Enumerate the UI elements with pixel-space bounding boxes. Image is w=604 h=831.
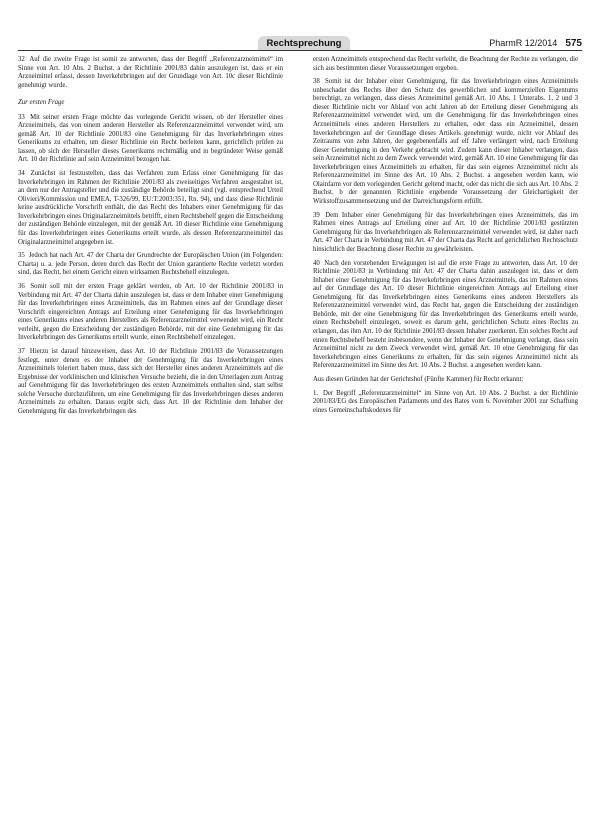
paragraph-38	[313, 78, 578, 206]
paragraph-text: Auf die zweite Frage ist somit zu antworten, dass der Begriff „Referenzarzneimittel“ im Sinne von Art. 10 Abs. 2 Buchst. a der Richtlinie 2001/83 dahin auszulegen ist, dass er ein Arzneimittel erfasst, dessen Inverkehrbringen auf der Grundlage von Art. 10c dieser Richtlinie genehmigt wurde.	[18, 56, 283, 89]
paragraph-32	[18, 56, 283, 90]
header-rule	[18, 50, 582, 51]
paragraph-text: Nach den vorstehenden Erwägungen ist auf die erste Frage zu antworten, dass Art. 10 der Richtlinie 2001/83 in Verbindung mit Art. 47 der Charta dahin auszulegen ist, dass er dem Inhaber einer Genehmigung für das Inverkehrbringen eines Arzneimittels, das im Rahmen eines auf der Grundlage des Art. 10 dieser Richtlinie eingereichten Antrags auf Erteilung einer Genehmigung für das Inverkehrbringen eines Generikums eines anderen Herstellers als Referenzarzneimittel verwendet wird, das Recht hat, gegen die Entscheidung der zuständigen Behörde, mit der eine Genehmigung für das Inverkehrbringen des Generikums erteilt wurde, einen Rechtsbehelf einzulegen, soweit es darum geht, gerichtlichen Schutz eines Rechts zu erlangen, das ihm Art. 10 der Richtlinie 2001/83 dessen Inhaber zuerkennt. Ein solches Recht auf einen Rechtsbehelf besteht insbesondere, wenn der Inhaber der Genehmigung verlangt, dass sein Arzneimittel nicht zu dem Zweck verwendet wird, gemäß Art. 10 eine Genehmigung für das Inverkehrbringen eines Generikums zu erhalten, für das sein eigenes Arzneimittel nicht als Referenzarzneimittel im Sinne des Art. 10 Abs. 2 Buchst. a angesehen werden kann.	[313, 259, 578, 370]
page-header	[489, 36, 582, 50]
paragraph-text: Somit ist der Inhaber einer Genehmigung, für das Inverkehrbringen eines Arzneimittels unbeschadet des Rechts über den Schutz des gewerblichen und kommerziellen Eigentums berechtigt, zu verlangen, dass dieses Arzneimittel gemäß Art. 10 Abs. 1 Unterabs. 1, 2 und 3 dieser Richtlinie nicht vor Ablauf von acht Jahren ab der Erteilung dieser Genehmigung als Referenzarzneimittel verwendet wird, um die Genehmigung für das Inverkehrbringen eines Arzneimittels eines anderen Herstellers zu erhalten, oder dass ein Arzneimittel, dessen Inverkehrbringen auf der Grundlage dieses Artikels genehmigt wurde, nicht vor Ablauf des Zeitraums von zehn Jahren, der gegebenenfalls auf elf Jahre verlängert wird, nach Erteilung dieser Genehmigung in den Verkehr gebracht wird. Zudem kann dieser Inhaber verlangen, dass sein Arzneimittel nicht zu dem Zweck verwendet wird, gemäß Art. 10 eine Genehmigung für das Inverkehrbringen eines Arzneimittels zu erhalten, für das sein eigenes Arzneimittel nicht als Referenzarzneimittel im Sinne des Art. 10 Abs. 2 Buchst. a angesehen werden kann, wie Olainfarm vor dem vorlegenden Gericht geltend macht, oder das nicht die sich aus Art. 10 Abs. 2 Buchst. b der genannten Richtlinie ergebende Voraussetzung der Gleichartigkeit der Wirkstoffzusammensetzung und der Darreichungsform erfüllt.	[313, 78, 578, 205]
paragraph-33	[18, 114, 283, 165]
paragraph-text: ersten Arzneimittels entsprechend das Recht verleiht, die Beachtung der Rechte zu verlangen, die sich aus bestimmten dieser Voraussetzungen ergeben.	[313, 56, 578, 72]
left-column	[18, 56, 283, 422]
paragraph-text: Hierzu ist darauf hinzuweisen, dass Art. 10 der Richtlinie 2001/83 die Voraussetzungen festlegt, unter denen es der Inhaber der Genehmigung für das Inverkehrbringen eines Arzneimittels toleriert haben muss, dass sich der Hersteller eines anderen Arzneimittels auf die Ergebnisse der vorklinischen und klinischen Versuche bezieht, die in den Unterlagen zum Antrag auf Genehmigung für das Inverkehrbringen des ersten Arzneimittels enthalten sind, statt selbst solche Versuche durchzuführen, um eine Genehmigung für das Inverkehrbringen dieses anderen Arzneimittels zu erhalten. Daraus ergibt sich, dass Art. 10 der Richtlinie dem Inhaber der Genehmigung für das Inverkehrbringen des	[18, 348, 283, 415]
page-number: 575	[565, 38, 582, 49]
paragraph-number: 33	[18, 113, 25, 121]
paragraph-34	[18, 170, 283, 247]
paragraph-number: 37	[18, 348, 25, 356]
subheading-first-question: Zur ersten Frage	[18, 99, 65, 107]
journal-issue: PharmR 12/2014	[489, 38, 558, 48]
paragraph-number: 35	[18, 252, 25, 260]
paragraph-number: 38	[313, 78, 320, 86]
paragraph-37	[18, 348, 283, 416]
paragraph-40	[313, 260, 578, 371]
paragraph-number: 32	[18, 56, 25, 63]
paragraph-text: Dem Inhaber einer Genehmigung für das Inverkehrbringen eines Arzneimittels, das im Rahmen eines Antrags auf Erteilung einer auf Art. 10 der Richtlinie 2001/83 gestützten Genehmigung für das Inverkehrbringen als Referenzarzneimittel verwendet wird, ist daher nach Art. 47 der Charta in Verbindung mit Art. 47 der Charta das Recht auf gerichtlichen Rechtsschutz hinsichtlich der Beachtung dieser Rechte zu gewährleisten.	[313, 211, 578, 253]
paragraph-text: Somit soll mit der ersten Frage geklärt werden, ob Art. 10 der Richtlinie 2001/83 in Verbindung mit Art. 47 der Charta dahin auszulegen ist, dass er dem Inhaber einer Genehmigung für das Inverkehrbringen eines Arzneimittels, das im Rahmen eines auf der Grundlage dieser Vorschrift eingereichten Antrags auf Erteilung einer Genehmigung für das Inverkehrbringen eines Generikums eines anderen Herstellers als Referenzarzneimittel verwendet wird, ein Recht verleiht, gegen die Entscheidung der zuständigen Behörde, mit der eine Genehmigung für das Inverkehrbringen des Generikums erteilt wurde, einen Rechtsbehelf einzulegen.	[18, 283, 283, 342]
paragraph-39	[313, 212, 578, 255]
paragraph-37-continued	[313, 56, 578, 73]
paragraph-text: Jedoch hat nach Art. 47 der Charta der Grundrechte der Europäischen Union (im Folgenden: Charta) u. a. jede Person, deren durch das Recht der Union garantierte Rechte verletzt worden sind, das Recht, bei einem Gericht einen wirksamen Rechtsbehelf einzulegen.	[18, 252, 283, 277]
section-tab: Rechtsprechung	[258, 36, 350, 51]
paragraph-number: 40	[313, 259, 320, 267]
ruling-item-1	[313, 390, 578, 416]
paragraph-text: Mit seiner ersten Frage möchte das vorlegende Gericht wissen, ob der Hersteller eines Arzneimittels, das von einem anderen Hersteller als Referenzarzneimittel verwendet wird, um gemäß Art. 10 der Richtlinie 2001/83 eine Genehmigung für das Inverkehrbringen eines Generikums zu erhalten, um dieser Richtlinie ein Recht herleiten kann, gerichtlich prüfen zu lassen, ob sich der Hersteller dieses Generikums rechtmäßig und in begründeter Weise gemäß Art. 10 der Richtlinie auf sein Arzneimittel bezogen hat.	[18, 113, 283, 164]
ruling-number: 1.	[313, 389, 319, 397]
right-column	[313, 56, 578, 418]
paragraph-number: 39	[313, 211, 320, 219]
paragraph-text: Zunächst ist festzustellen, dass das Verfahren zum Erlass einer Genehmigung für das Inverkehrbringen im Rahmen der Richtlinie 2001/83 als zweiseitiges Verfahren ausgestaltet ist, an dem nur der Antragsteller und die zuständige Behörde beteiligt sind (vgl. entsprechend Urteil Olivieri/Kommission und EMEA, T-326/99, EU:T:2003:351, Rn. 94), und dass diese Richtlinie keine ausdrückliche Vorschrift enthält, die das Recht des Inhabers einer Genehmigung für das Inverkehrbringen eines Originalarzneimittels betrifft, einen Rechtsbehelf gegen die Entscheidung der zuständigen Behörde einzulegen, mit der gemäß Art. 10 dieser Richtlinie eine Genehmigung für das Inverkehrbringen eines Generikums erteilt wurde, als dessen Referenzarzneimittel das Originalarzneimittel angegeben ist.	[18, 170, 283, 246]
ruling-text: Der Begriff „Referenzarzneimittel“ im Sinne von Art. 10 Abs. 2 Buchst. a der Richtlinie 2001/83/EG des Europäischen Parlaments und des Rates vom 6. November 2001 zur Schaffung eines Gemeinschaftskodexes für	[313, 389, 578, 414]
paragraph-35	[18, 252, 283, 278]
ruling-intro: Aus diesen Gründen hat der Gerichtshof (Fünfte Kammer) für Recht erkannt:	[313, 375, 524, 383]
paragraph-number: 36	[18, 283, 25, 291]
paragraph-36	[18, 283, 283, 343]
paragraph-number: 34	[18, 170, 25, 178]
